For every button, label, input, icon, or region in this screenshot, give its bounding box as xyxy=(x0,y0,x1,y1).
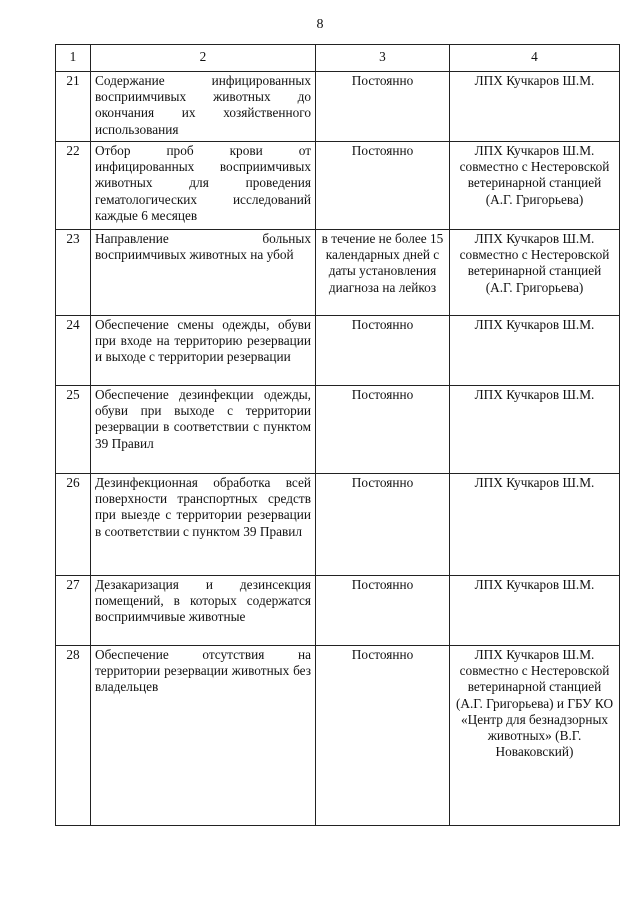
table-row xyxy=(56,386,620,474)
row-executor: ЛПХ Кучкаров Ш.М. совместно с Нестеровской ветеринарной станцией (А.Г. Григорьева) xyxy=(450,230,620,316)
row-term: Постоянно xyxy=(316,576,450,646)
row-number: 21 xyxy=(56,72,91,142)
column-header-term: 3 xyxy=(316,45,450,72)
row-measure: Дезакаризация и дезинсекция помещений, в которых содержатся восприимчивые животные xyxy=(91,576,316,646)
row-measure: Обеспечение отсутствия на территории резервации животных без владельцев xyxy=(91,646,316,826)
table-row xyxy=(56,474,620,576)
column-header-measure: 2 xyxy=(91,45,316,72)
table-body xyxy=(56,72,620,826)
row-measure: Дезинфекционная обработка всей поверхности транспортных средств при выезде с территории резервации в соответствии с пунктом 39 Правил xyxy=(91,474,316,576)
table-header-row xyxy=(56,45,620,72)
row-executor: ЛПХ Кучкаров Ш.М. совместно с Нестеровской ветеринарной станцией (А.Г. Григорьева) xyxy=(450,142,620,230)
row-term: Постоянно xyxy=(316,72,450,142)
row-term: Постоянно xyxy=(316,142,450,230)
table-row xyxy=(56,316,620,386)
row-executor: ЛПХ Кучкаров Ш.М. xyxy=(450,72,620,142)
row-term: Постоянно xyxy=(316,474,450,576)
row-number: 26 xyxy=(56,474,91,576)
table-row xyxy=(56,576,620,646)
row-term: Постоянно xyxy=(316,386,450,474)
table-row xyxy=(56,646,620,826)
row-executor: ЛПХ Кучкаров Ш.М. xyxy=(450,576,620,646)
row-executor: ЛПХ Кучкаров Ш.М. совместно с Нестеровской ветеринарной станцией (А.Г. Григорьева) и ГБУ КО «Центр для безнадзорных животных» (В.Г. Новаковский) xyxy=(450,646,620,826)
row-measure: Обеспечение смены одежды, обуви при входе на территорию резервации и выходе с территории резервации xyxy=(91,316,316,386)
table-row xyxy=(56,230,620,316)
row-executor: ЛПХ Кучкаров Ш.М. xyxy=(450,474,620,576)
row-number: 23 xyxy=(56,230,91,316)
row-term: в течение не более 15 календарных дней с даты установления диагноза на лейкоз xyxy=(316,230,450,316)
row-executor: ЛПХ Кучкаров Ш.М. xyxy=(450,316,620,386)
row-number: 22 xyxy=(56,142,91,230)
row-measure: Обеспечение дезинфекции одежды, обуви при выходе с территории резервации в соответствии с пунктом 39 Правил xyxy=(91,386,316,474)
column-header-number: 1 xyxy=(56,45,91,72)
row-number: 25 xyxy=(56,386,91,474)
row-number: 28 xyxy=(56,646,91,826)
row-measure: Направление больных восприимчивых животных на убой xyxy=(91,230,316,316)
row-measure: Содержание инфицированных восприимчивых животных до окончания их хозяйственного использования xyxy=(91,72,316,142)
row-term: Постоянно xyxy=(316,646,450,826)
page-number: 8 xyxy=(316,17,324,32)
table-row xyxy=(56,72,620,142)
row-measure: Отбор проб крови от инфицированных восприимчивых животных для проведения гематологических исследований каждые 6 месяцев xyxy=(91,142,316,230)
table-row xyxy=(56,142,620,230)
column-header-executor: 4 xyxy=(450,45,620,72)
row-term: Постоянно xyxy=(316,316,450,386)
row-executor: ЛПХ Кучкаров Ш.М. xyxy=(450,386,620,474)
row-number: 24 xyxy=(56,316,91,386)
measures-table xyxy=(55,44,620,826)
row-number: 27 xyxy=(56,576,91,646)
